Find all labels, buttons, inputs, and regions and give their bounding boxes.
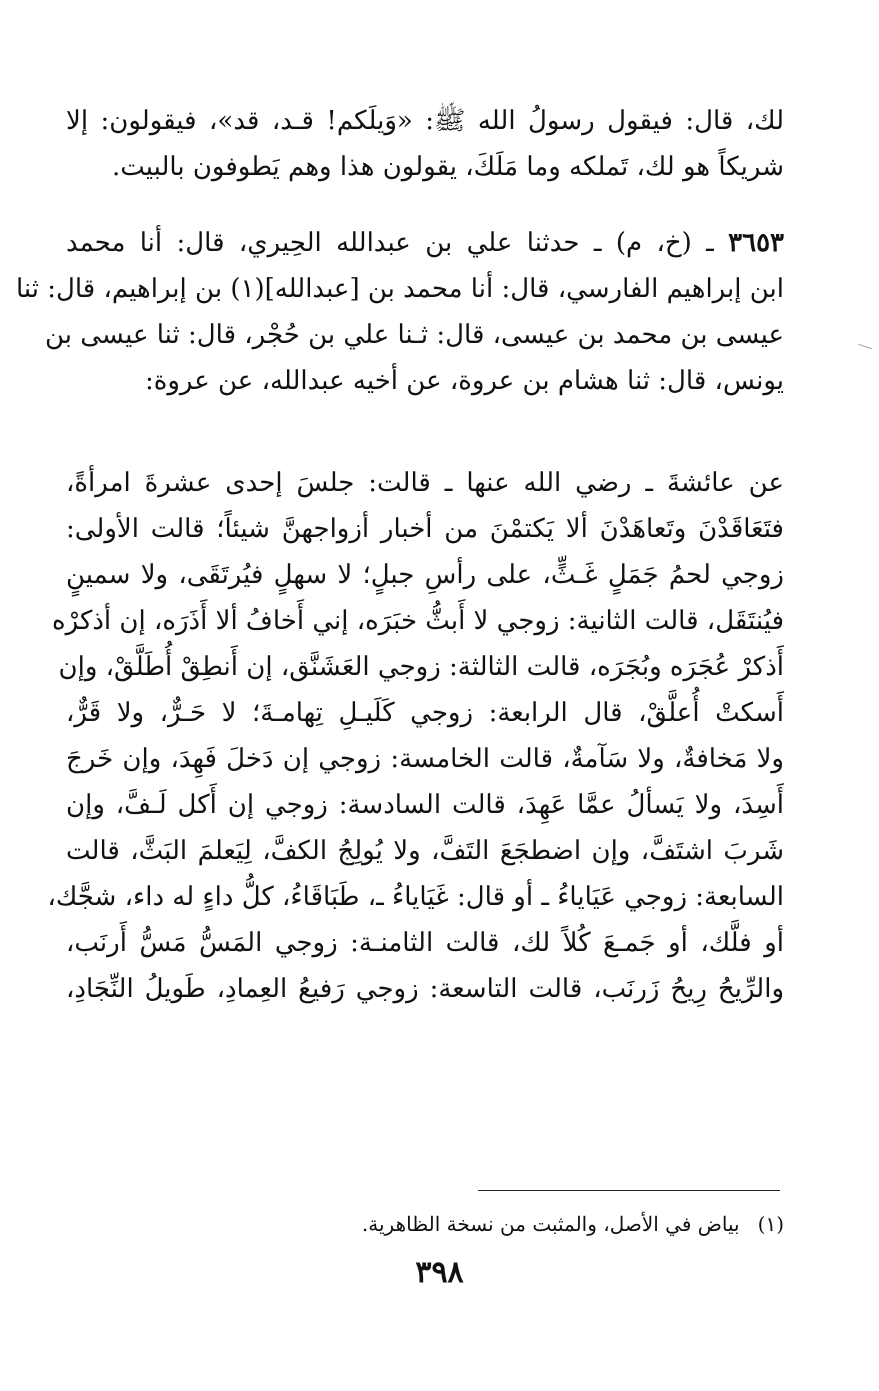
text-line: لك، قال: فيقول رسولُ الله ﷺ: «وَيلَكم! قـد، قد»، فيقولون: إلا <box>66 106 784 136</box>
footnote-text: بياض في الأصل، والمثبت من نسخة الظاهرية. <box>361 1212 740 1236</box>
text-line: فيُنتَقَل، قالت الثانية: زوجي لا أَبثُّ خبَرَه، إني أَخافُ ألا أَذَرَه، إن أذكرْه <box>51 606 784 636</box>
text-line: زوجي لحمُ جَمَلٍ غَـثٍّ، على رأسِ جبلٍ؛ لا سهلٍ فيُرتَقَى، ولا سمينٍ <box>66 560 784 590</box>
footnote <box>200 1208 784 1240</box>
text-line: شَربَ اشتَفَّ، وإن اضطجَعَ التَفَّ، ولا يُولِجُ الكفَّ، لِيَعلمَ البَثَّ، قالت <box>66 836 784 866</box>
text-line: يونس، قال: ثنا هشام بن عروة، عن أخيه عبدالله، عن عروة: <box>144 366 784 396</box>
text-line: أَسكتْ أُعلَّقْ، قال الرابعة: زوجي كَلَيـلِ تِهامـةَ؛ لا حَـرٌّ، ولا قَرٌّ، <box>66 698 784 728</box>
isnad-first-line: ـ (خ، م) ـ حدثنا علي بن عبدالله الحِيري، قال: أنا محمد <box>66 228 729 258</box>
text-line: شريكاً هو لك، تَملكه وما مَلَكَ، يقولون هذا وهم يَطوفون بالبيت. <box>111 152 784 182</box>
continued-paragraph <box>66 98 784 190</box>
margin-mark <box>858 344 872 349</box>
text-line: أَسِدَ، ولا يَسألُ عمَّا عَهِدَ، قالت السادسة: زوجي إن أَكل لَـفَّ، وإن <box>66 790 784 820</box>
text-line: والرِّيحُ رِيحُ زَرنَب، قالت التاسعة: زوجي رَفيعُ العِمادِ، طَويلُ النِّجَادِ، <box>66 974 784 1004</box>
text-line: أَذكرْ عُجَرَه وبُجَرَه، قالت الثالثة: زوجي العَشَنَّق، إن أَنطِقْ أُطَلَّقْ، وإن <box>58 652 784 682</box>
page-number: ٣٩٨ <box>415 1255 464 1290</box>
text-line: ولا مَخافةٌ، ولا سَآمةٌ، قالت الخامسة: زوجي إن دَخلَ فَهِدَ، وإن خَرجَ <box>66 744 784 774</box>
text-line: أو فلَّك، أو جَمـعَ كُلاً لك، قالت الثامنـة: زوجي المَسُّ مَسُّ أَرنَب، <box>66 928 784 958</box>
text-line: عن عائشةَ ـ رضي الله عنها ـ قالت: جلسَ إحدى عشرةَ امرأةً، <box>66 468 784 498</box>
text-line: ابن إبراهيم الفارسي، قال: أنا محمد بن [عبدالله](١) بن إبراهيم، قال: ثنا <box>15 274 784 304</box>
footnote-number: (١) <box>757 1212 784 1236</box>
hadith-number: ٣٦٥٣ <box>728 228 784 258</box>
text-line: السابعة: زوجي عَيَاياءُ ـ أو قال: غَيَاياءُ ـ، طَبَاقَاءُ، كلُّ داءٍ له داء، شجَّك، <box>47 882 784 912</box>
text-line: عيسى بن محمد بن عيسى، قال: ثـنا علي بن حُجْر، قال: ثنا عيسى بن <box>44 320 784 350</box>
text-line: فتَعَاقَدْنَ وتَعاهَدْنَ ألا يَكتمْنَ من أخبار أزواجهنَّ شيئاً؛ قالت الأولى: <box>66 514 784 544</box>
text-line <box>66 220 784 266</box>
hadith-isnad <box>15 220 784 404</box>
hadith-matn <box>47 460 784 1012</box>
footnote-divider <box>478 1190 780 1191</box>
